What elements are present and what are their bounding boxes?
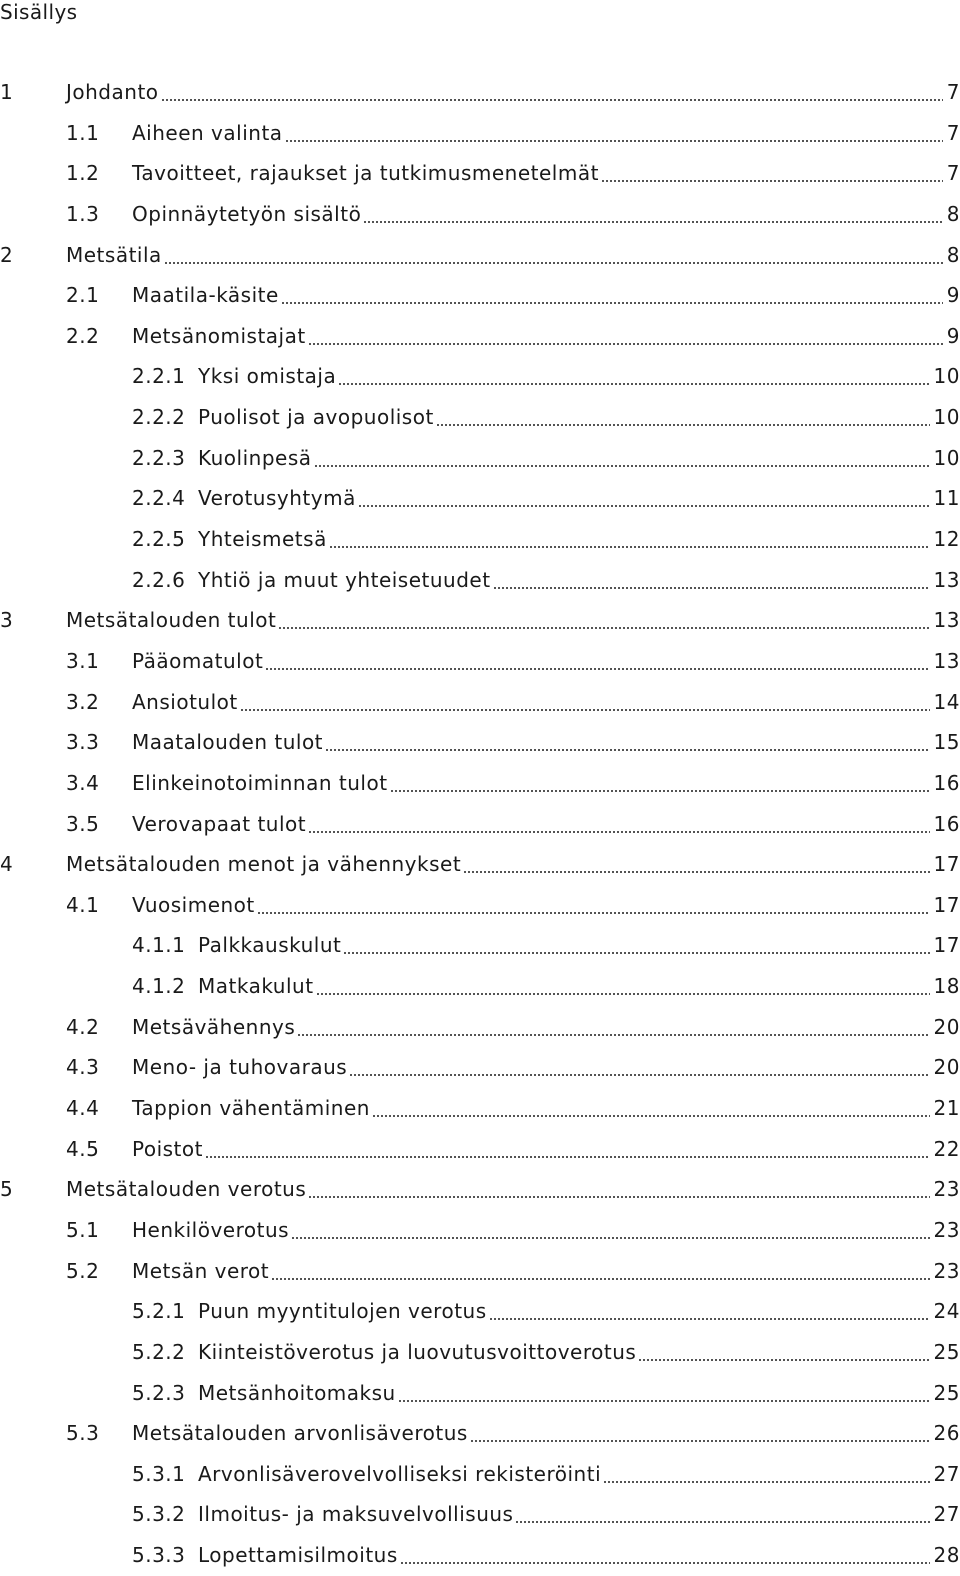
toc-entry-body xyxy=(132,1047,960,1087)
toc-entry-number: 4.1 xyxy=(66,892,100,917)
table-of-contents xyxy=(0,72,960,1576)
toc-entry-number: 2.1 xyxy=(66,283,100,308)
toc-entry-title[interactable]: Verotusyhtymä xyxy=(198,486,356,511)
toc-entry-body xyxy=(198,560,960,600)
toc-entry-page-number: 13 xyxy=(933,648,960,673)
dot-leader xyxy=(489,1318,930,1320)
toc-entry-title[interactable]: Metsätalouden menot ja vähennykset xyxy=(66,852,462,877)
toc-entry-number: 4.4 xyxy=(66,1096,100,1121)
dot-leader xyxy=(278,627,929,629)
toc-entry-body xyxy=(132,275,960,315)
toc-entry[interactable] xyxy=(0,1454,960,1495)
toc-entry[interactable] xyxy=(0,356,960,397)
toc-entry-page-number: 16 xyxy=(933,770,960,795)
toc-entry-title[interactable]: Opinnäytetyön sisältö xyxy=(132,201,362,226)
toc-entry-title[interactable]: Yhteismetsä xyxy=(198,527,327,552)
toc-entry-number: 4.1.1 xyxy=(132,933,186,958)
toc-entry-body xyxy=(132,641,960,681)
toc-entry-page-number: 7 xyxy=(946,80,960,104)
toc-entry-body xyxy=(66,1169,960,1209)
toc-entry-number: 5.2.2 xyxy=(132,1339,186,1364)
toc-entry-number: 5 xyxy=(0,1177,14,1202)
dot-leader xyxy=(470,1440,930,1442)
dot-leader xyxy=(329,546,930,548)
toc-entry-title[interactable]: Poistot xyxy=(132,1136,203,1161)
toc-entry-number: 5.3.3 xyxy=(132,1543,186,1568)
toc-entry-title[interactable]: Aiheen valinta xyxy=(132,120,283,145)
toc-entry[interactable] xyxy=(0,72,960,113)
page-title: Sisällys xyxy=(0,0,78,24)
toc-entry-body xyxy=(198,519,960,559)
toc-entry-body xyxy=(132,1251,960,1291)
toc-entry-page-number: 27 xyxy=(933,1461,960,1486)
toc-entry[interactable] xyxy=(0,844,960,885)
toc-entry-page-number: 15 xyxy=(933,730,960,755)
toc-entry-page-number: 7 xyxy=(946,120,960,145)
toc-entry-body xyxy=(132,885,960,925)
toc-entry[interactable] xyxy=(0,113,960,154)
toc-entry-page-number: 20 xyxy=(933,1014,960,1039)
toc-entry[interactable] xyxy=(0,925,960,966)
toc-entry-body xyxy=(132,1007,960,1047)
toc-entry[interactable] xyxy=(0,478,960,519)
toc-entry-number: 4.3 xyxy=(66,1055,100,1080)
toc-entry[interactable] xyxy=(0,1007,960,1048)
toc-entry-page-number: 8 xyxy=(946,201,960,226)
toc-entry-number: 1.3 xyxy=(66,201,100,226)
toc-entry-number: 4.5 xyxy=(66,1136,100,1161)
toc-entry[interactable] xyxy=(0,560,960,601)
dot-leader xyxy=(463,871,929,873)
dot-leader xyxy=(308,831,929,833)
toc-entry[interactable] xyxy=(0,153,960,194)
dot-leader xyxy=(285,140,943,142)
toc-entry-body xyxy=(66,72,960,112)
dot-leader xyxy=(291,1237,929,1239)
dot-leader xyxy=(161,99,943,101)
dot-leader xyxy=(205,1156,930,1158)
toc-entry-page-number: 7 xyxy=(946,161,960,186)
toc-entry-number: 3.4 xyxy=(66,770,100,795)
toc-entry-title[interactable]: Pääomatulot xyxy=(132,648,264,673)
dot-leader xyxy=(372,1115,930,1117)
dot-leader xyxy=(308,1196,929,1198)
toc-entry-page-number: 25 xyxy=(933,1339,960,1364)
dot-leader xyxy=(297,1034,929,1036)
toc-entry-title[interactable]: Kuolinpesä xyxy=(198,445,312,470)
toc-entry[interactable] xyxy=(0,194,960,235)
toc-entry-number: 4 xyxy=(0,852,14,877)
toc-entry-page-number: 23 xyxy=(933,1177,960,1202)
toc-entry-title[interactable]: Lopettamisilmoitus xyxy=(198,1543,398,1568)
dot-leader xyxy=(358,505,930,507)
toc-entry[interactable] xyxy=(0,1210,960,1251)
toc-entry-page-number: 25 xyxy=(933,1380,960,1405)
toc-entry-body xyxy=(198,925,960,965)
dot-leader xyxy=(240,709,930,711)
toc-entry-body xyxy=(198,397,960,437)
toc-entry[interactable] xyxy=(0,966,960,1007)
toc-entry-page-number: 11 xyxy=(933,486,960,511)
toc-entry-number: 5.2 xyxy=(66,1258,100,1283)
toc-entry-number: 4.2 xyxy=(66,1014,100,1039)
toc-entry-title[interactable]: Yksi omistaja xyxy=(198,364,337,389)
toc-entry-title[interactable]: Matkakulut xyxy=(198,974,314,999)
toc-entry[interactable] xyxy=(0,235,960,276)
toc-entry-body xyxy=(66,844,960,884)
dot-leader xyxy=(601,180,943,182)
toc-entry[interactable] xyxy=(0,600,960,641)
toc-entry-page-number: 10 xyxy=(933,364,960,389)
toc-entry-title[interactable]: Ilmoitus- ja maksuvelvollisuus xyxy=(198,1502,514,1527)
toc-entry-number: 3.1 xyxy=(66,648,100,673)
toc-entry-number: 3 xyxy=(0,608,14,633)
toc-entry-body xyxy=(132,763,960,803)
toc-entry-title[interactable]: Metsänhoitomaksu xyxy=(198,1380,396,1405)
toc-entry-title[interactable]: Elinkeinotoiminnan tulot xyxy=(132,770,388,795)
dot-leader xyxy=(349,1074,929,1076)
toc-entry-page-number: 24 xyxy=(933,1299,960,1324)
toc-entry[interactable] xyxy=(0,804,960,845)
toc-entry-number: 5.3.2 xyxy=(132,1502,186,1527)
dot-leader xyxy=(363,221,942,223)
toc-entry-title[interactable]: Meno- ja tuhovaraus xyxy=(132,1055,348,1080)
toc-entry[interactable] xyxy=(0,682,960,723)
toc-entry-body xyxy=(198,478,960,518)
toc-entry[interactable] xyxy=(0,1088,960,1129)
toc-entry-title[interactable]: Metsänomistajat xyxy=(132,323,306,348)
toc-entry-page-number: 12 xyxy=(933,527,960,552)
toc-entry-page-number: 17 xyxy=(933,852,960,877)
toc-entry-number: 2.2.6 xyxy=(132,567,186,592)
toc-entry-number: 2.2.2 xyxy=(132,405,186,430)
toc-entry-number: 2.2.1 xyxy=(132,364,186,389)
dot-leader xyxy=(603,1481,929,1483)
toc-entry-title[interactable]: Maatalouden tulot xyxy=(132,730,324,755)
dot-leader xyxy=(638,1359,929,1361)
toc-entry-number: 3.5 xyxy=(66,811,100,836)
toc-entry-body xyxy=(198,356,960,396)
toc-entry-body xyxy=(198,1291,960,1331)
toc-entry-number: 5.1 xyxy=(66,1217,100,1242)
toc-entry[interactable] xyxy=(0,1373,960,1414)
toc-entry-body xyxy=(198,1454,960,1494)
toc-entry-title[interactable]: Henkilöverotus xyxy=(132,1217,290,1242)
toc-entry[interactable] xyxy=(0,438,960,479)
dot-leader xyxy=(308,343,943,345)
dot-leader xyxy=(257,912,930,914)
toc-entry-title[interactable]: Metsätila xyxy=(66,242,162,267)
toc-entry-number: 5.3 xyxy=(66,1421,100,1446)
dot-leader xyxy=(281,302,943,304)
toc-entry-body xyxy=(132,1088,960,1128)
toc-entry[interactable] xyxy=(0,885,960,926)
dot-leader xyxy=(325,749,930,751)
toc-entry-body xyxy=(132,194,960,234)
toc-entry-body xyxy=(66,235,960,275)
toc-entry[interactable] xyxy=(0,1047,960,1088)
toc-entry-body xyxy=(132,804,960,844)
toc-entry[interactable] xyxy=(0,1251,960,1292)
dot-leader xyxy=(390,790,930,792)
toc-entry-title[interactable]: Kiinteistöverotus ja luovutusvoittoverotus xyxy=(198,1339,637,1364)
toc-entry[interactable] xyxy=(0,1413,960,1454)
toc-entry-page-number: 22 xyxy=(933,1136,960,1161)
toc-entry-page-number: 26 xyxy=(933,1421,960,1446)
toc-entry-body xyxy=(132,316,960,356)
toc-entry[interactable] xyxy=(0,1129,960,1170)
toc-entry[interactable] xyxy=(0,397,960,438)
toc-entry-number: 1.2 xyxy=(66,161,100,186)
toc-entry-title[interactable]: Puolisot ja avopuolisot xyxy=(198,405,434,430)
toc-entry-page-number: 23 xyxy=(933,1258,960,1283)
toc-entry-title[interactable]: Tavoitteet, rajaukset ja tutkimusmenetelmät xyxy=(132,161,599,186)
toc-entry-page-number: 8 xyxy=(946,242,960,267)
toc-entry-title[interactable]: Metsävähennys xyxy=(132,1014,296,1039)
toc-entry-body xyxy=(132,1129,960,1169)
toc-entry-title[interactable]: Metsän verot xyxy=(132,1258,270,1283)
toc-entry-body xyxy=(132,682,960,722)
toc-entry-page-number: 16 xyxy=(933,811,960,836)
toc-entry-page-number: 9 xyxy=(946,283,960,308)
dot-leader xyxy=(314,465,930,467)
toc-entry[interactable] xyxy=(0,641,960,682)
toc-entry-number: 3.3 xyxy=(66,730,100,755)
dot-leader xyxy=(436,424,930,426)
dot-leader xyxy=(316,993,930,995)
toc-entry[interactable] xyxy=(0,316,960,357)
toc-entry-title[interactable]: Verovapaat tulot xyxy=(132,811,307,836)
toc-entry-title[interactable]: Vuosimenot xyxy=(132,892,255,917)
toc-entry-title[interactable]: Maatila-käsite xyxy=(132,283,279,308)
toc-entry[interactable] xyxy=(0,275,960,316)
dot-leader xyxy=(265,668,929,670)
toc-entry-body xyxy=(198,1535,960,1575)
toc-entry-body xyxy=(132,153,960,193)
toc-entry-number: 1.1 xyxy=(66,120,100,145)
toc-entry-number: 5.2.3 xyxy=(132,1380,186,1405)
toc-entry-title[interactable]: Ansiotulot xyxy=(132,689,238,714)
toc-entry-page-number: 10 xyxy=(933,445,960,470)
toc-entry-title[interactable]: Palkkauskulut xyxy=(198,933,342,958)
toc-entry-page-number: 18 xyxy=(933,974,960,999)
toc-entry-number: 4.1.2 xyxy=(132,974,186,999)
toc-entry-body xyxy=(198,1494,960,1534)
toc-entry-number: 1 xyxy=(0,80,14,104)
toc-entry[interactable] xyxy=(0,722,960,763)
toc-entry-page-number: 14 xyxy=(933,689,960,714)
toc-entry-number: 2.2.5 xyxy=(132,527,186,552)
toc-entry-number: 2.2.4 xyxy=(132,486,186,511)
toc-entry-page-number: 28 xyxy=(933,1543,960,1568)
toc-entry-title[interactable]: Puun myyntitulojen verotus xyxy=(198,1299,487,1324)
toc-entry-page-number: 23 xyxy=(933,1217,960,1242)
toc-entry-page-number: 21 xyxy=(933,1096,960,1121)
toc-entry-number: 3.2 xyxy=(66,689,100,714)
toc-entry-page-number: 17 xyxy=(933,892,960,917)
toc-entry-title[interactable]: Metsätalouden verotus xyxy=(66,1177,307,1202)
dot-leader xyxy=(493,587,930,589)
toc-entry-title[interactable]: Johdanto xyxy=(66,80,159,104)
toc-entry-title[interactable]: Metsätalouden tulot xyxy=(66,608,277,633)
toc-entry-page-number: 9 xyxy=(946,323,960,348)
toc-entry-body xyxy=(198,1373,960,1413)
toc-entry-page-number: 10 xyxy=(933,405,960,430)
dot-leader xyxy=(343,952,929,954)
dot-leader xyxy=(515,1521,929,1523)
dot-leader xyxy=(398,1400,930,1402)
toc-entry-number: 5.2.1 xyxy=(132,1299,186,1324)
toc-entry-body xyxy=(198,1332,960,1372)
toc-entry-number: 2.2 xyxy=(66,323,100,348)
toc-entry-number: 2 xyxy=(0,242,14,267)
toc-entry-title[interactable]: Tappion vähentäminen xyxy=(132,1096,370,1121)
toc-entry[interactable] xyxy=(0,1332,960,1373)
toc-entry-body xyxy=(132,1210,960,1250)
toc-entry-body xyxy=(132,722,960,762)
toc-entry[interactable] xyxy=(0,1494,960,1535)
toc-entry-title[interactable]: Metsätalouden arvonlisäverotus xyxy=(132,1421,468,1446)
toc-entry-body xyxy=(198,966,960,1006)
toc-entry-title[interactable]: Arvonlisäverovelvolliseksi rekisteröinti xyxy=(198,1461,602,1486)
toc-entry-page-number: 13 xyxy=(933,608,960,633)
toc-entry-body xyxy=(66,600,960,640)
dot-leader xyxy=(164,262,943,264)
toc-entry-page-number: 27 xyxy=(933,1502,960,1527)
toc-entry-number: 2.2.3 xyxy=(132,445,186,470)
toc-entry-number: 5.3.1 xyxy=(132,1461,186,1486)
dot-leader xyxy=(400,1562,930,1564)
toc-entry-page-number: 20 xyxy=(933,1055,960,1080)
toc-entry-body xyxy=(132,1413,960,1453)
toc-entry-body xyxy=(132,113,960,153)
toc-entry-body xyxy=(198,438,960,478)
toc-entry[interactable] xyxy=(0,519,960,560)
toc-entry-title[interactable]: Yhtiö ja muut yhteisetuudet xyxy=(198,567,491,592)
toc-entry[interactable] xyxy=(0,763,960,804)
toc-entry[interactable] xyxy=(0,1291,960,1332)
toc-entry[interactable] xyxy=(0,1169,960,1210)
toc-entry-page-number: 17 xyxy=(933,933,960,958)
dot-leader xyxy=(338,383,929,385)
dot-leader xyxy=(271,1278,929,1280)
toc-entry-page-number: 13 xyxy=(933,567,960,592)
